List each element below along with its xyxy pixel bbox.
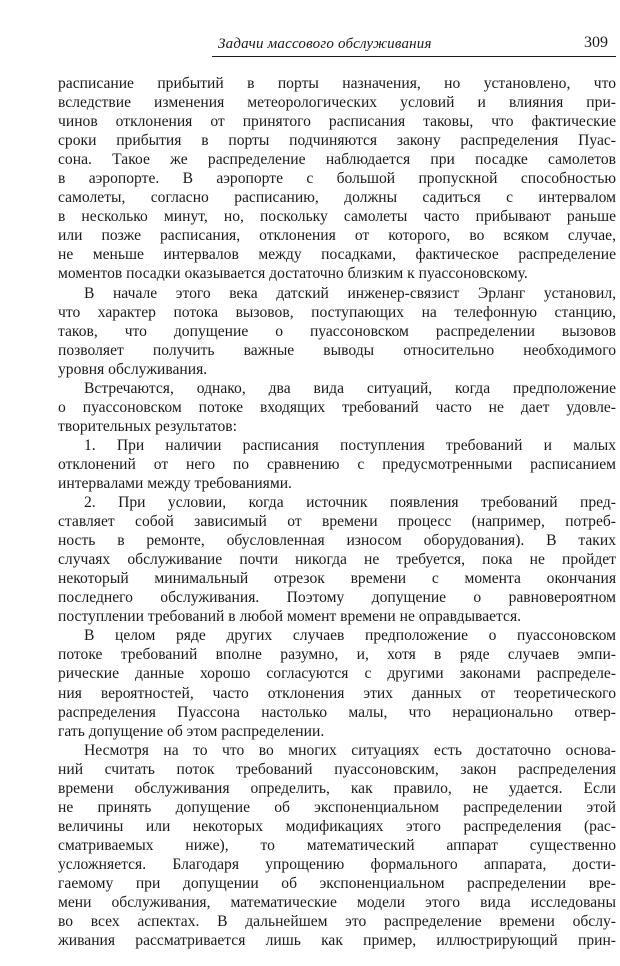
text-line: некоторый минимальный отрезок времени с момента окончания	[58, 570, 616, 588]
text-line: ставляет собой зависимый от времени процесс (например, потреб-	[58, 513, 616, 531]
page-header	[212, 34, 616, 57]
text-line: моментов посадки оказывается достаточно близким к пуассоновскому.	[58, 265, 528, 283]
text-line: Несмотря на то что во многих ситуациях есть достаточно основа-	[84, 741, 616, 759]
text-line: времени обслуживания определить, как правило, не удается. Если	[58, 779, 616, 797]
text-line: в аэропорте. В аэропорте с большой пропускной способностью	[58, 170, 616, 188]
page-number: 309	[584, 34, 608, 51]
text-line: не принять допущение об экспоненциальном распределении этой	[58, 798, 616, 816]
text-line: мени обслуживания, математические модели этого вида исследованы	[58, 894, 616, 912]
text-line: позволяет получить важные выводы относительно необходимого	[58, 341, 616, 359]
text-line: интервалами между требованиями.	[58, 474, 292, 492]
body-text	[58, 74, 616, 950]
text-line: сроки прибытия в порты подчиняются закону распределения Пуас-	[58, 132, 616, 150]
text-line: поступлении требований в любой момент времени не оправдывается.	[58, 608, 522, 626]
text-line: случаях обслуживание почти никогда не требуется, пока не пройдет	[58, 551, 616, 569]
running-title: Задачи массового обслуживания	[218, 36, 432, 52]
text-line: ния вероятностей, часто отклонения этих данных от теоретического	[58, 684, 616, 702]
text-line: живания рассматривается лишь как пример, иллюстрирующий прин-	[58, 932, 616, 950]
text-line: последнего обслуживания. Поэтому допущение о равновероятном	[58, 589, 616, 607]
text-line: вследствие изменения метеорологических условий и влияния при-	[58, 94, 616, 112]
text-line: ний считать поток требований пуассоновским, закон распределения	[58, 760, 616, 778]
text-line: В начале этого века датский инженер-связист Эрланг установил,	[84, 284, 616, 302]
text-line: таков, что допущение о пуассоновском распределении вызовов	[58, 322, 616, 340]
text-line: расписание прибытий в порты назначения, но установлено, что	[58, 75, 616, 92]
text-line: 2. При условии, когда источник появления требований пред-	[84, 494, 616, 512]
text-line: сматриваемых ниже), то математический аппарат существенно	[58, 836, 616, 854]
text-line: чинов отклонения от принятого расписания таковы, что фактические	[58, 113, 616, 131]
text-line: ность в ремонте, обусловленная износом оборудования). В таких	[58, 532, 616, 550]
text-line: гать допущение об этом распределении.	[58, 722, 325, 740]
text-line: сона. Такое же распределение наблюдается при посадке самолетов	[58, 151, 616, 169]
text-line: о пуассоновском потоке входящих требований часто не дает удовле-	[58, 398, 616, 416]
text-line: или позже расписания, отклонения от которого, во всяком случае,	[58, 227, 616, 245]
text-line: распределения Пуассона настолько малы, что нерационально отвер-	[58, 703, 616, 721]
text-line: уровня обслуживания.	[58, 360, 208, 378]
text-line: что характер потока вызовов, поступающих на телефонную станцию,	[58, 303, 616, 321]
text-line: не меньше интервалов между посадками, фактическое распределение	[58, 246, 616, 264]
text-line: гаемому при допущении об экспоненциальном распределении вре-	[58, 874, 616, 892]
text-line: усложняется. Благодаря упрощению формального аппарата, дости-	[58, 855, 616, 873]
text-line: отклонений от него по сравнению с предусмотренными расписанием	[58, 455, 616, 473]
text-line: 1. При наличии расписания поступления требований и малых	[84, 436, 616, 454]
text-line: творительных результатов:	[58, 417, 237, 435]
text-line: самолеты, согласно расписанию, должны садиться с интервалом	[58, 189, 616, 207]
text-line: во всех аспектах. В дальнейшем это распределение времени обслу-	[58, 913, 616, 931]
text-line: Встречаются, однако, два вида ситуаций, когда предположение	[84, 379, 616, 397]
text-line: рические данные хорошо согласуются с другими законами распределе-	[58, 665, 616, 683]
text-line: величины или некоторых модификациях этого распределения (рас-	[58, 817, 616, 835]
text-line: В целом ряде других случаев предположение о пуассоновском	[84, 627, 616, 645]
text-line: потоке требований вполне разумно, и, хотя в ряде случаев эмпи-	[58, 646, 616, 664]
text-line: в несколько минут, но, поскольку самолеты часто прибывают раньше	[58, 208, 616, 226]
